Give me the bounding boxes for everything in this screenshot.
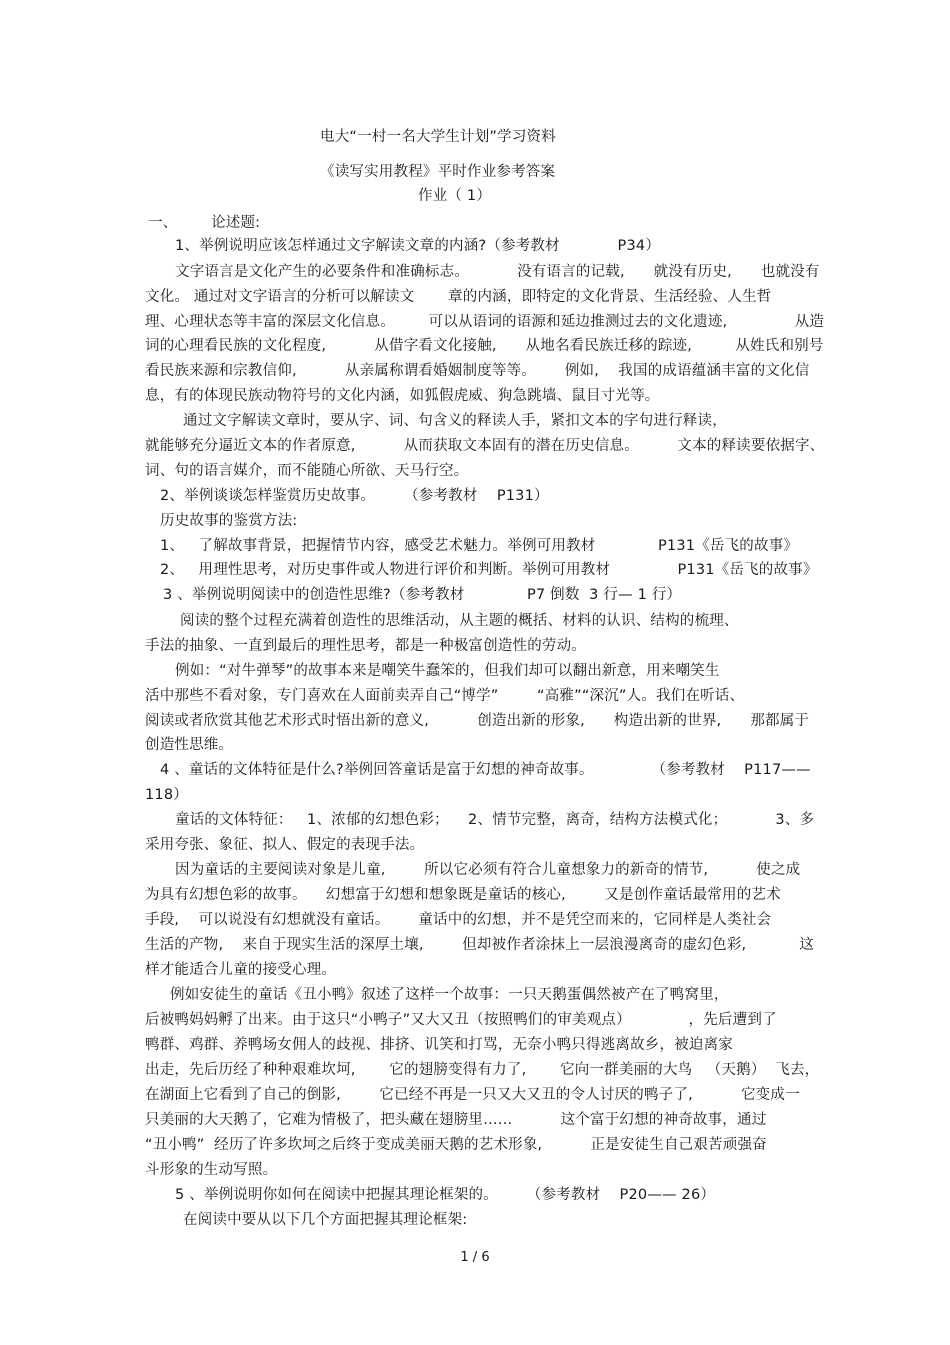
- document-title: 电大“一村一名大学生计划”学习资料: [320, 129, 556, 145]
- answer-line: 创造性思维。: [145, 737, 234, 753]
- answer-line: 2、 用理性思考，对历史事件或人物进行评价和判断。举例可用教材 P131《岳飞的故事》: [160, 562, 818, 578]
- answer-line: 在阅读中要从以下几个方面把握其理论框架:: [183, 1212, 468, 1228]
- section-heading: 一、 论述题:: [148, 215, 261, 231]
- answer-line: 出走，先后历经了种种艰难坎坷, 它的翅膀变得有力了, 它向一群美丽的大鸟 （天鹅） 飞去，: [145, 1062, 820, 1078]
- answer-line: 鸭群、鸡群、养鸭场女佣人的歧视、排挤、讥笑和打骂，无奈小鸭只得逃离故乡，被迫离家: [145, 1037, 733, 1053]
- answer-line: 活中那些不看对象，专门喜欢在人面前卖弄自己“博学” “高雅”“深沉”人。我们在听话、: [145, 688, 745, 704]
- answer-line: 阅读或者欣赏其他艺术形式时悟出新的意义, 创造出新的形象, 构造出新的世界, 那都属于: [145, 713, 810, 729]
- answer-line: 文化。 通过对文字语言的分析可以解读文 章的内涵，即特定的文化背景、生活经验、人生哲: [145, 289, 772, 305]
- question-4: 4 、童话的文体特征是什么?举例回答童话是富于幻想的神奇故事。 （参考教材 P117——: [160, 762, 811, 778]
- answer-line: 词的心理看民族的文化程度, 从借字看文化接触, 从地名看民族迁移的踪迹, 从姓氏和别号: [145, 338, 824, 354]
- question-3: 3 、举例说明阅读中的创造性思维?（参考教材 P7 倒数 3 行— 1 行）: [163, 587, 682, 603]
- answer-line: 后被鸭妈妈孵了出来。由于这只“小鸭子”又大又丑（按照鸭们的审美观点） ，先后遭到了: [145, 1012, 777, 1028]
- answer-line: 通过文字解读文章时，要从字、词、句含义的释读人手，紧扣文本的字句进行释读，: [183, 413, 727, 429]
- answer-line: 看民族来源和宗教信仰, 从亲属称谓看婚姻制度等等。 例如, 我国的成语蕴涵丰富的文化信: [145, 363, 810, 379]
- question-5: 5 、举例说明你如何在阅读中把握其理论框架的。 （参考教材 P20—— 26）: [175, 1187, 716, 1203]
- answer-line: 文字语言是文化产生的必要条件和准确标志。 没有语言的记载, 就没有历史, 也就没有: [175, 264, 820, 280]
- question-4-cont: 118）: [145, 787, 188, 803]
- answer-line: 手法的抽象、一直到最后的理性思考，都是一种极富创造性的劳动。: [145, 638, 586, 654]
- answer-line: 息，有的体现民族动物符号的文化内涵，如狐假虎威、狗急跳墙、鼠目寸光等。: [145, 388, 660, 404]
- answer-line: 采用夸张、象征、拟人、假定的表现手法。: [145, 837, 425, 853]
- answer-line: 历史故事的鉴赏方法:: [160, 513, 298, 529]
- question-1: 1、举例说明应该怎样通过文字解读文章的内涵?（参考教材 P34）: [175, 238, 661, 254]
- answer-line: 只美丽的大天鹅了，它难为情极了，把头藏在翅膀里…… 这个富于幻想的神奇故事，通过: [145, 1112, 767, 1128]
- answer-line: 例如安徒生的童话《丑小鸭》叙述了这样一个故事：一只天鹅蛋偶然被产在了鸭窝里，: [170, 987, 729, 1003]
- page-number: 1 / 6: [460, 1250, 490, 1265]
- answer-line: 理、心理状态等丰富的深层文化信息。 可以从语词的语源和延边推测过去的文化遗迹, 从造: [145, 314, 825, 330]
- answer-line: 在湖面上它看到了自己的倒影, 它已经不再是一只又大又丑的令人讨厌的鸭子了, 它变成一: [145, 1087, 800, 1103]
- question-2: 2、举例谈谈怎样鉴赏历史故事。 （参考教材 P131）: [160, 488, 549, 504]
- answer-line: 童话的文体特征： 1、浓郁的幻想色彩； 2、情节完整，离奇，结构方法模式化； 3、多: [175, 812, 815, 828]
- document-subtitle: 《读写实用教程》平时作业参考答案: [320, 164, 556, 180]
- answer-line: 词、句的语言媒介，而不能随心所欲、天马行空。: [145, 463, 469, 479]
- answer-line: “丑小鸭” 经历了许多坎坷之后终于变成美丽天鹅的艺术形象, 正是安徒生自己艰苦顽强奋: [145, 1137, 767, 1153]
- answer-line: 手段, 可以说没有幻想就没有童话。 童话中的幻想，并不是凭空而来的，它同样是人类社会: [145, 912, 772, 928]
- answer-line: 为具有幻想色彩的故事。 幻想富于幻想和想象既是童话的核心, 又是创作童话最常用的艺术: [145, 887, 781, 903]
- answer-line: 例如：“对牛弹琴”的故事本来是嘲笑牛蠢笨的，但我们却可以翻出新意，用来嘲笑生: [175, 663, 720, 679]
- answer-line: 斗形象的生动写照。: [145, 1162, 278, 1178]
- answer-line: 生活的产物, 来自于现实生活的深厚土壤, 但却被作者涂抹上一层浪漫离奇的虚幻色彩, 这: [145, 937, 814, 953]
- assignment-heading: 作业（ 1）: [418, 188, 492, 204]
- answer-line: 样才能适合儿童的接受心理。: [145, 962, 337, 978]
- answer-line: 就能够充分逼近文本的作者原意, 从而获取文本固有的潜在历史信息。 文本的释读要依据字、: [145, 438, 825, 454]
- answer-line: 阅读的整个过程充满着创造性的思维活动，从主题的概括、材料的认识、结构的梳理、: [180, 613, 739, 629]
- answer-line: 1、 了解故事背景，把握情节内容，感受艺术魅力。举例可用教材 P131《岳飞的故事》: [160, 538, 799, 554]
- answer-line: 因为童话的主要阅读对象是儿童, 所以它必须有符合儿童想象力的新奇的情节, 使之成: [175, 862, 801, 878]
